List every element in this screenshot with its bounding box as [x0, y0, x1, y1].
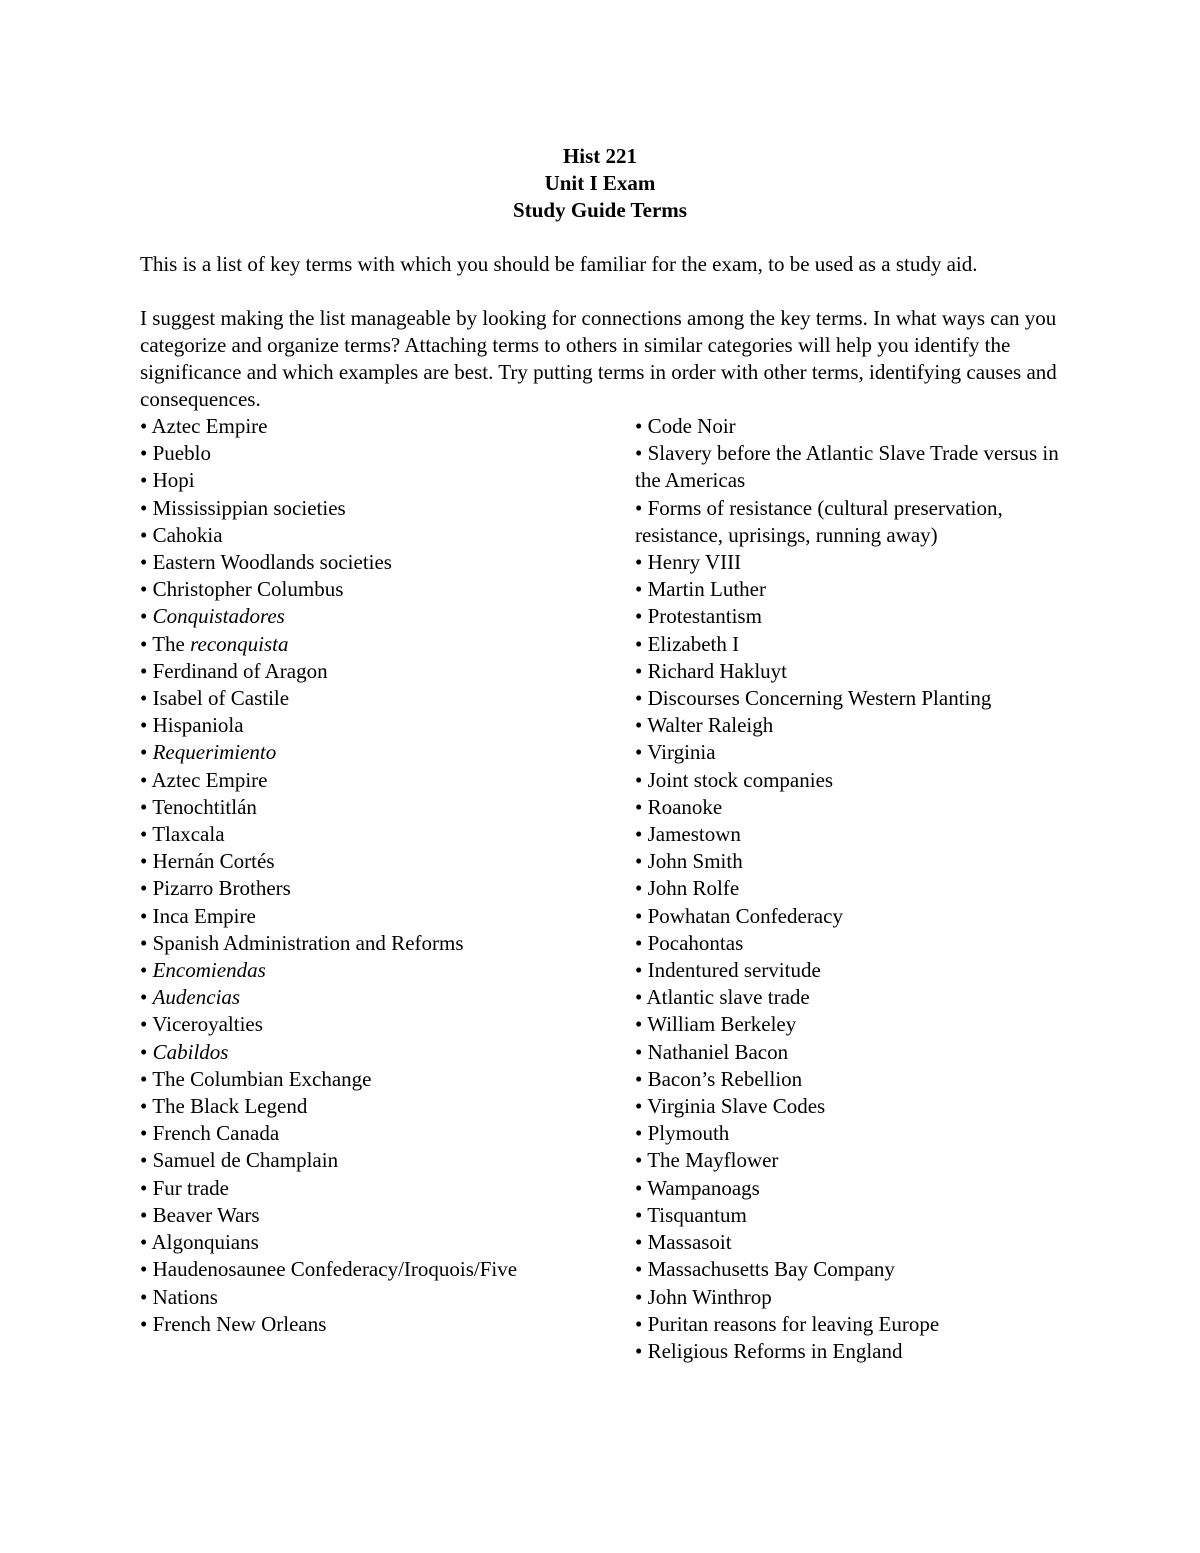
list-item: • Religious Reforms in England [635, 1338, 903, 1363]
term-prefix: • [140, 958, 153, 983]
list-item [140, 685, 620, 712]
list-item [140, 631, 620, 658]
term-text: Hernán Cortés [152, 849, 275, 874]
list-item: • Roanoke [635, 794, 723, 819]
term-italic-text: Conquistadores [152, 604, 285, 629]
term-prefix: • [140, 550, 153, 575]
term-text: Isabel of Castile [152, 686, 290, 711]
term-prefix: • [140, 713, 153, 738]
list-item: • Protestantism [635, 604, 762, 629]
term-text: Viceroyalties [152, 1012, 263, 1037]
right-term-list [635, 413, 1065, 1365]
term-prefix: • [140, 740, 153, 765]
term-prefix: • [140, 930, 153, 955]
term-text: Tenochtitlán [152, 794, 257, 819]
list-item [140, 957, 620, 984]
term-text: Aztec Empire [151, 767, 268, 792]
term-text: Aztec Empire [151, 414, 268, 438]
term-text: Haudenosaunee Confederacy/Iroquois/Five [152, 1257, 518, 1282]
list-item: • Pocahontas [635, 930, 744, 955]
left-term-list [140, 413, 620, 1338]
list-item [140, 495, 620, 522]
list-item: • Wampanoags [635, 1175, 760, 1200]
term-italic-text: Encomiendas [152, 958, 266, 983]
term-text: Ferdinand of Aragon [152, 658, 328, 683]
list-item: • John Smith [635, 849, 743, 874]
list-item: • Virginia Slave Codes [635, 1094, 826, 1119]
list-item [140, 1039, 620, 1066]
term-prefix: • [140, 495, 153, 520]
list-item [140, 848, 620, 875]
list-item [140, 1284, 620, 1311]
list-item: • Richard Hakluyt [635, 658, 787, 683]
list-item: • Tisquantum [635, 1202, 747, 1227]
list-item: • Walter Raleigh [635, 713, 774, 738]
list-item: • The Mayflower [635, 1148, 779, 1173]
list-item [140, 712, 620, 739]
document-header [140, 143, 1060, 224]
term-italic-text: Cabildos [152, 1039, 229, 1064]
term-prefix: • [140, 577, 153, 602]
list-item [140, 984, 620, 1011]
term-prefix: • [140, 604, 153, 629]
list-item [140, 1011, 620, 1038]
term-text: Christopher Columbus [152, 577, 344, 602]
term-prefix: • [140, 1257, 153, 1282]
term-prefix: • [140, 468, 153, 493]
term-text: Algonquians [151, 1230, 259, 1255]
term-text: Samuel de Champlain [152, 1148, 339, 1173]
list-item [140, 576, 620, 603]
term-prefix: • [140, 822, 153, 847]
document-page [140, 143, 1060, 1363]
term-text: Fur trade [152, 1175, 230, 1200]
term-prefix: • [140, 1094, 153, 1119]
term-prefix: • [140, 414, 152, 438]
list-item [140, 522, 620, 549]
list-item [140, 467, 620, 494]
list-item [140, 767, 620, 794]
term-text: French Canada [152, 1121, 280, 1146]
list-item: • Slavery before the Atlantic Slave Trade versus in the Americas [635, 441, 1059, 493]
list-item [140, 1066, 620, 1093]
list-item: • Elizabeth I [635, 631, 740, 656]
term-prefix: • [140, 686, 153, 711]
list-item [140, 930, 620, 957]
term-prefix: • The [140, 631, 191, 656]
list-item [140, 1093, 620, 1120]
list-item [140, 603, 620, 630]
list-item [140, 1147, 620, 1174]
list-item: • Jamestown [635, 822, 741, 847]
list-item: • Powhatan Confederacy [635, 903, 843, 928]
list-item: • Virginia [635, 740, 716, 765]
term-text: The Black Legend [152, 1094, 308, 1119]
term-prefix: • [140, 903, 153, 928]
instructions-paragraph: I suggest making the list manageable by looking for connections among the key terms. In what ways can you categorize and organize terms? Attaching terms to others in similar categories will help you identify the significance and which examples are best. Try putting terms in order with other terms, identifying causes and consequences. [140, 306, 1057, 411]
list-item: • Puritan reasons for leaving Europe [635, 1311, 940, 1336]
exam-title: Unit I Exam [544, 171, 656, 195]
list-item: • Forms of resistance (cultural preservation, resistance, uprisings, running away) [635, 495, 1003, 547]
list-item [140, 794, 620, 821]
list-item: • Joint stock companies [635, 767, 834, 792]
list-item: • John Winthrop [635, 1284, 772, 1309]
list-item: • Plymouth [635, 1121, 730, 1146]
list-item [140, 440, 620, 467]
list-item [140, 413, 620, 440]
term-prefix: • [140, 1066, 153, 1091]
list-item: • Nathaniel Bacon [635, 1039, 789, 1064]
list-item [140, 1202, 620, 1229]
term-text: Pueblo [152, 441, 211, 466]
list-item: • John Rolfe [635, 876, 740, 901]
list-item [140, 821, 620, 848]
list-item [140, 549, 620, 576]
term-prefix: • [140, 1039, 153, 1064]
term-prefix: • [140, 1175, 153, 1200]
term-prefix: • [140, 658, 153, 683]
term-text: Beaver Wars [152, 1202, 260, 1227]
term-text: Hispaniola [152, 713, 244, 738]
term-prefix: • [140, 1121, 153, 1146]
term-text: Mississippian societies [152, 495, 346, 520]
course-title: Hist 221 [562, 144, 638, 168]
term-text: Inca Empire [152, 903, 256, 928]
term-text: French New Orleans [152, 1311, 327, 1336]
list-item [140, 1229, 620, 1256]
list-item: • Indentured servitude [635, 958, 821, 983]
term-prefix: • [140, 794, 153, 819]
term-text: Spanish Administration and Reforms [152, 930, 464, 955]
list-item: • Martin Luther [635, 577, 766, 602]
term-text: Pizarro Brothers [152, 876, 291, 901]
term-prefix: • [140, 522, 153, 547]
term-prefix: • [140, 985, 153, 1010]
list-item: • Discourses Concerning Western Planting [635, 686, 992, 711]
list-item [140, 1256, 620, 1283]
list-item: • Bacon’s Rebellion [635, 1066, 803, 1091]
term-text: Cahokia [152, 522, 223, 547]
list-item [140, 903, 620, 930]
list-item: • Code Noir [635, 414, 736, 438]
list-item [140, 1311, 620, 1338]
term-italic-text: Requerimiento [152, 740, 277, 765]
intro-paragraph: This is a list of key terms with which you should be familiar for the exam, to be used as a study aid. [140, 252, 978, 276]
term-prefix: • [140, 767, 152, 792]
list-item: • Massasoit [635, 1230, 732, 1255]
list-item [140, 875, 620, 902]
term-prefix: • [140, 1284, 153, 1309]
guide-subtitle: Study Guide Terms [513, 198, 687, 222]
term-italic-text: reconquista [190, 631, 289, 656]
term-prefix: • [140, 1230, 152, 1255]
term-italic-text: Audencias [152, 985, 241, 1010]
term-text: Tlaxcala [152, 822, 225, 847]
term-text: Hopi [152, 468, 195, 493]
term-prefix: • [140, 441, 153, 466]
list-item [140, 658, 620, 685]
list-item: • Atlantic slave trade [635, 985, 810, 1010]
list-item [140, 739, 620, 766]
term-prefix: • [140, 1012, 153, 1037]
list-item [140, 1120, 620, 1147]
term-text: Nations [152, 1284, 218, 1309]
list-item: • Massachusetts Bay Company [635, 1257, 895, 1282]
term-prefix: • [140, 1202, 153, 1227]
term-prefix: • [140, 849, 153, 874]
term-prefix: • [140, 1311, 153, 1336]
term-prefix: • [140, 876, 153, 901]
list-item: • Henry VIII [635, 550, 742, 575]
list-item [140, 1175, 620, 1202]
term-text: Eastern Woodlands societies [152, 550, 392, 575]
term-text: The Columbian Exchange [152, 1066, 372, 1091]
term-prefix: • [140, 1148, 153, 1173]
list-item: • William Berkeley [635, 1012, 797, 1037]
